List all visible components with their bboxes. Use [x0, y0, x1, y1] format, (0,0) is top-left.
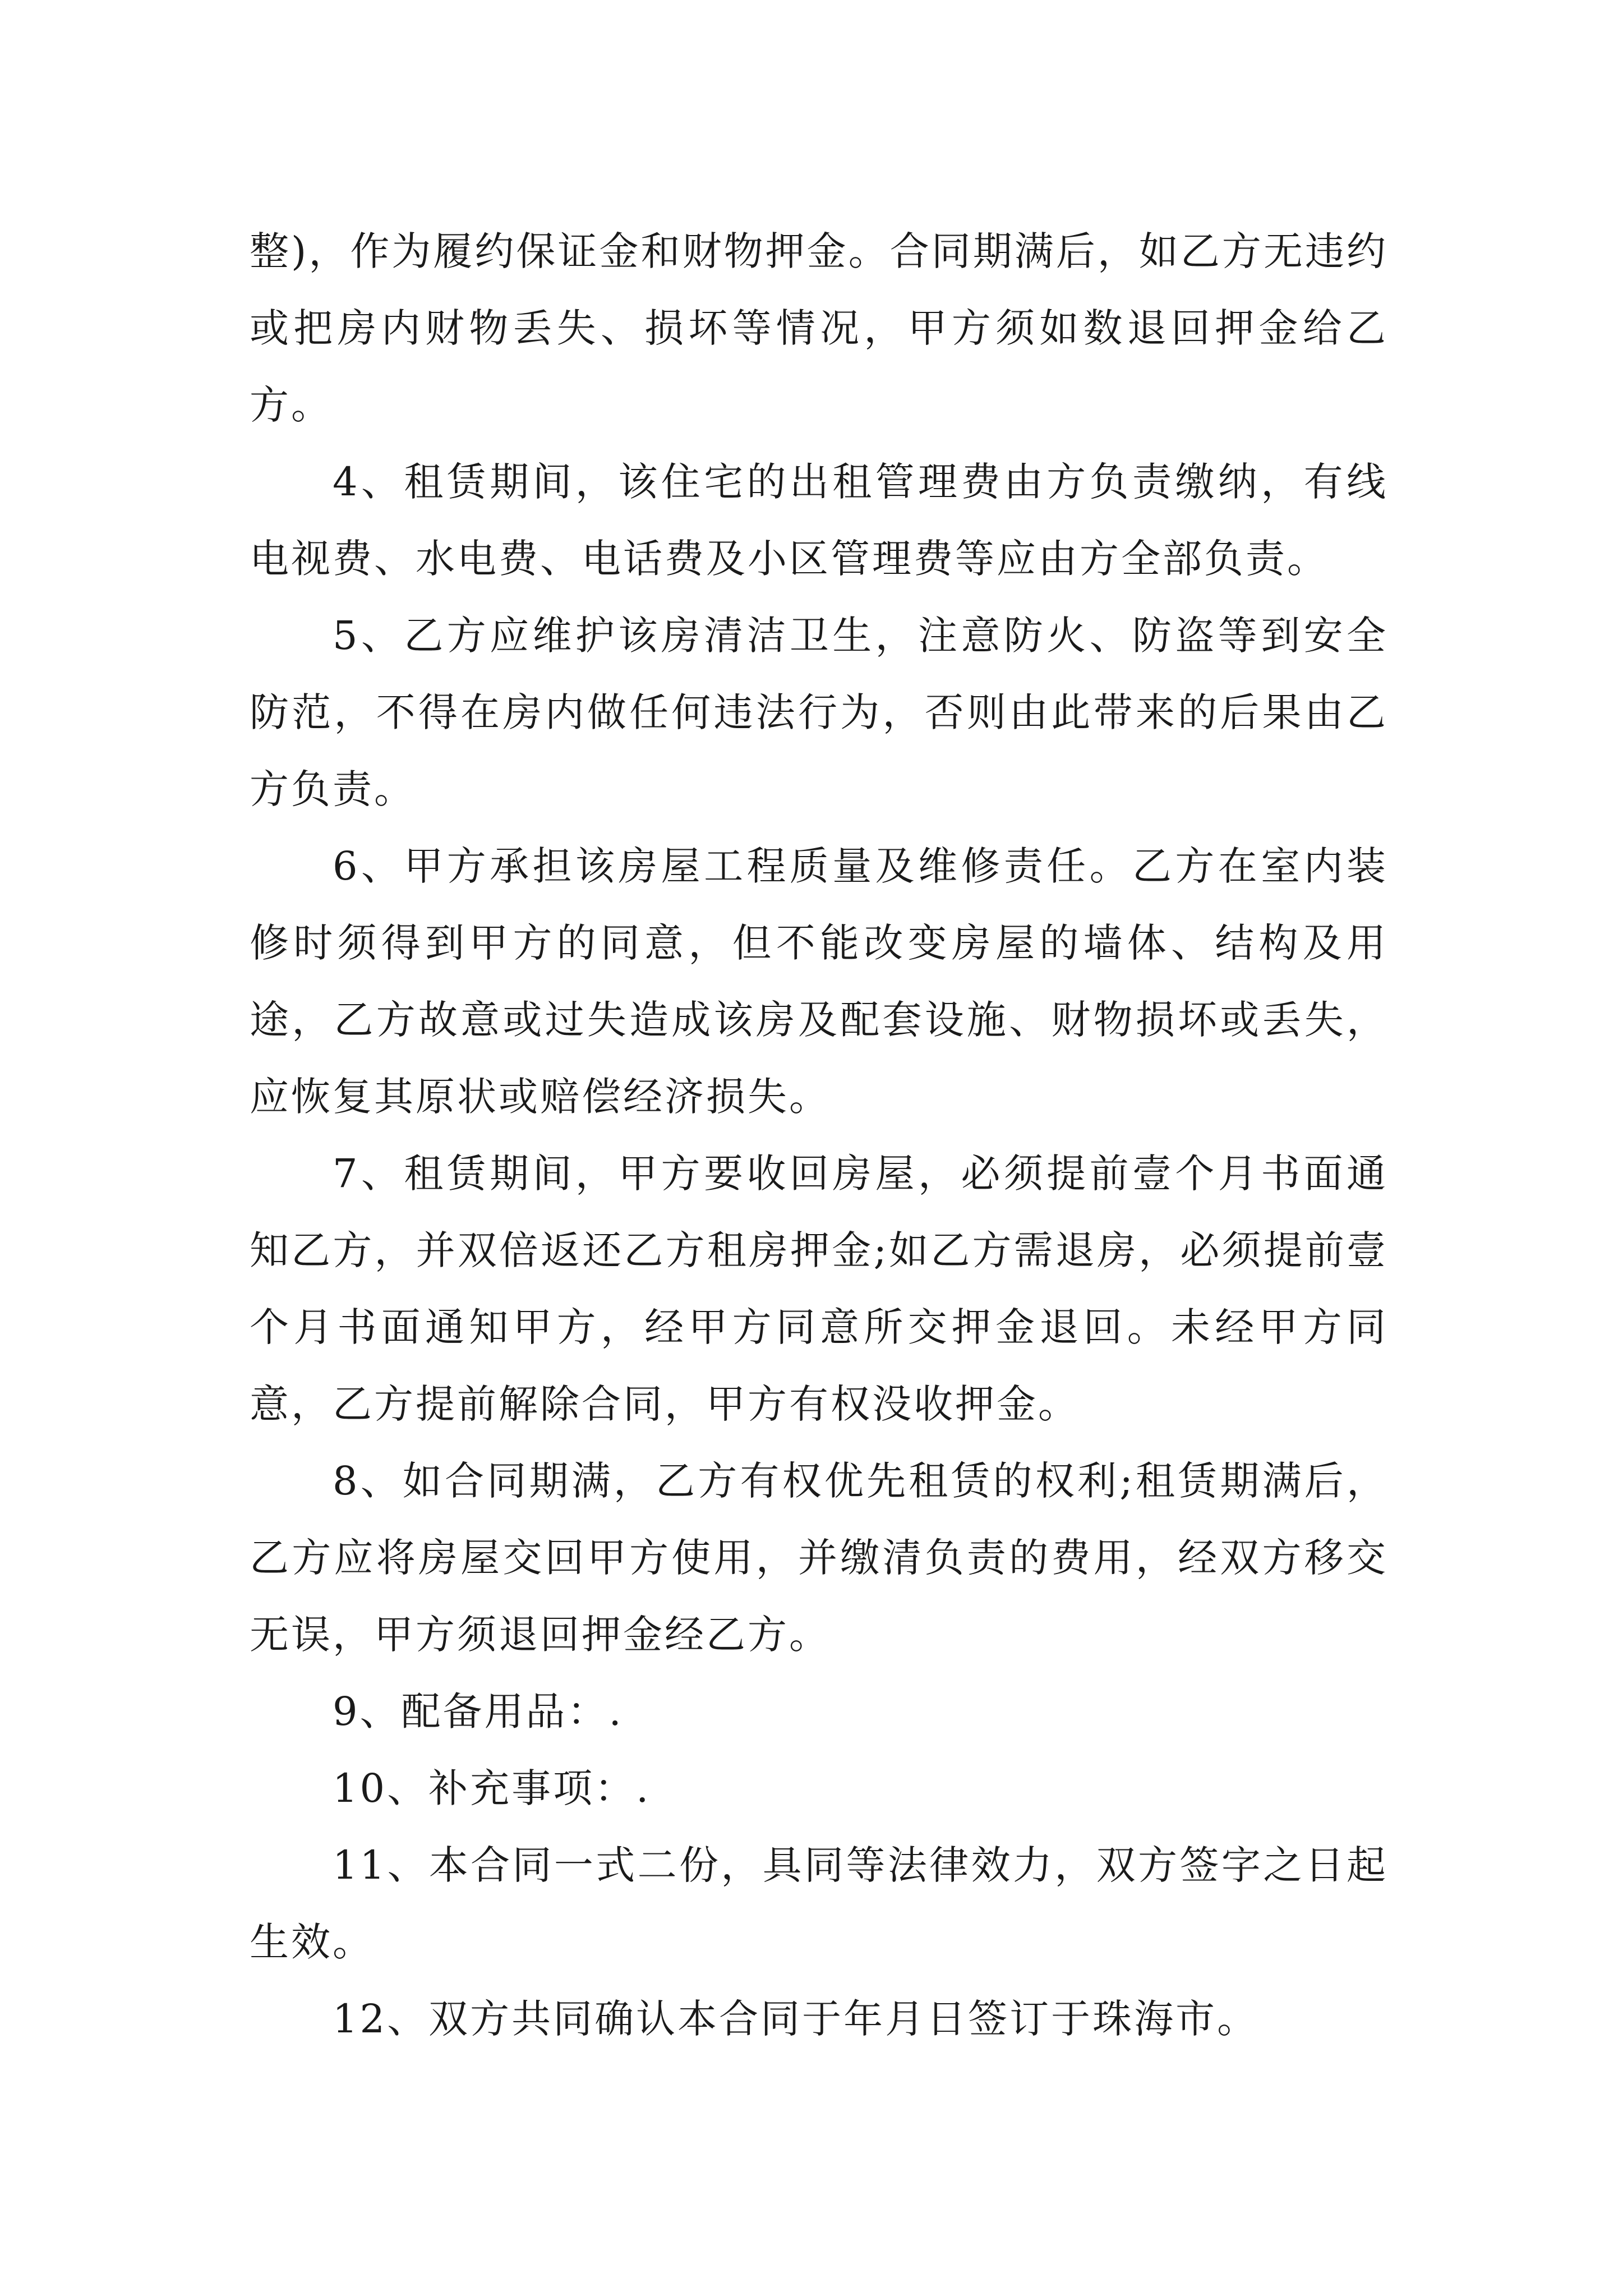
paragraph-clause-7: 7、租赁期间，甲方要收回房屋，必须提前壹个月书面通知乙方，并双倍返还乙方租房押金;如乙方需退房，必须提前壹个月书面通知甲方，经甲方同意所交押金退回。未经甲方同意，乙方提前解除合同，甲方有权没收押金。 [250, 1151, 1388, 1427]
paragraph-clause-11: 11、本合同一式二份，具同等法律效力，双方签字之日起生效。 [250, 1842, 1388, 1965]
paragraph-clause-4: 4、租赁期间，该住宅的出租管理费由方负责缴纳，有线电视费、水电费、电话费及小区管理费等应由方全部负责。 [250, 459, 1388, 582]
paragraph-clause-9: 9、配备用品：. [333, 1688, 624, 1734]
paragraph-clause-12: 12、双方共同确认本合同于年月日签订于珠海市。 [333, 1996, 1259, 2042]
contract-text-body [250, 213, 1388, 2058]
paragraph-continuation: 整)，作为履约保证金和财物押金。合同期满后，如乙方无违约或把房内财物丢失、损坏等情况，甲方须如数退回押金给乙方。 [250, 228, 1388, 428]
paragraph-clause-8: 8、如合同期满，乙方有权优先租赁的权利;租赁期满后，乙方应将房屋交回甲方使用，并缴清负责的费用，经双方移交无误，甲方须退回押金经乙方。 [250, 1458, 1388, 1658]
paragraph-clause-5: 5、乙方应维护该房清洁卫生，注意防火、防盗等到安全防范，不得在房内做任何违法行为，否则由此带来的后果由乙方负责。 [250, 613, 1388, 812]
paragraph-clause-10: 10、补充事项：. [333, 1765, 651, 1811]
paragraph-clause-6: 6、甲方承担该房屋工程质量及维修责任。乙方在室内装修时须得到甲方的同意，但不能改变房屋的墙体、结构及用途，乙方故意或过失造成该房及配套设施、财物损坏或丢失，应恢复其原状或赔偿经济损失。 [250, 843, 1388, 1120]
